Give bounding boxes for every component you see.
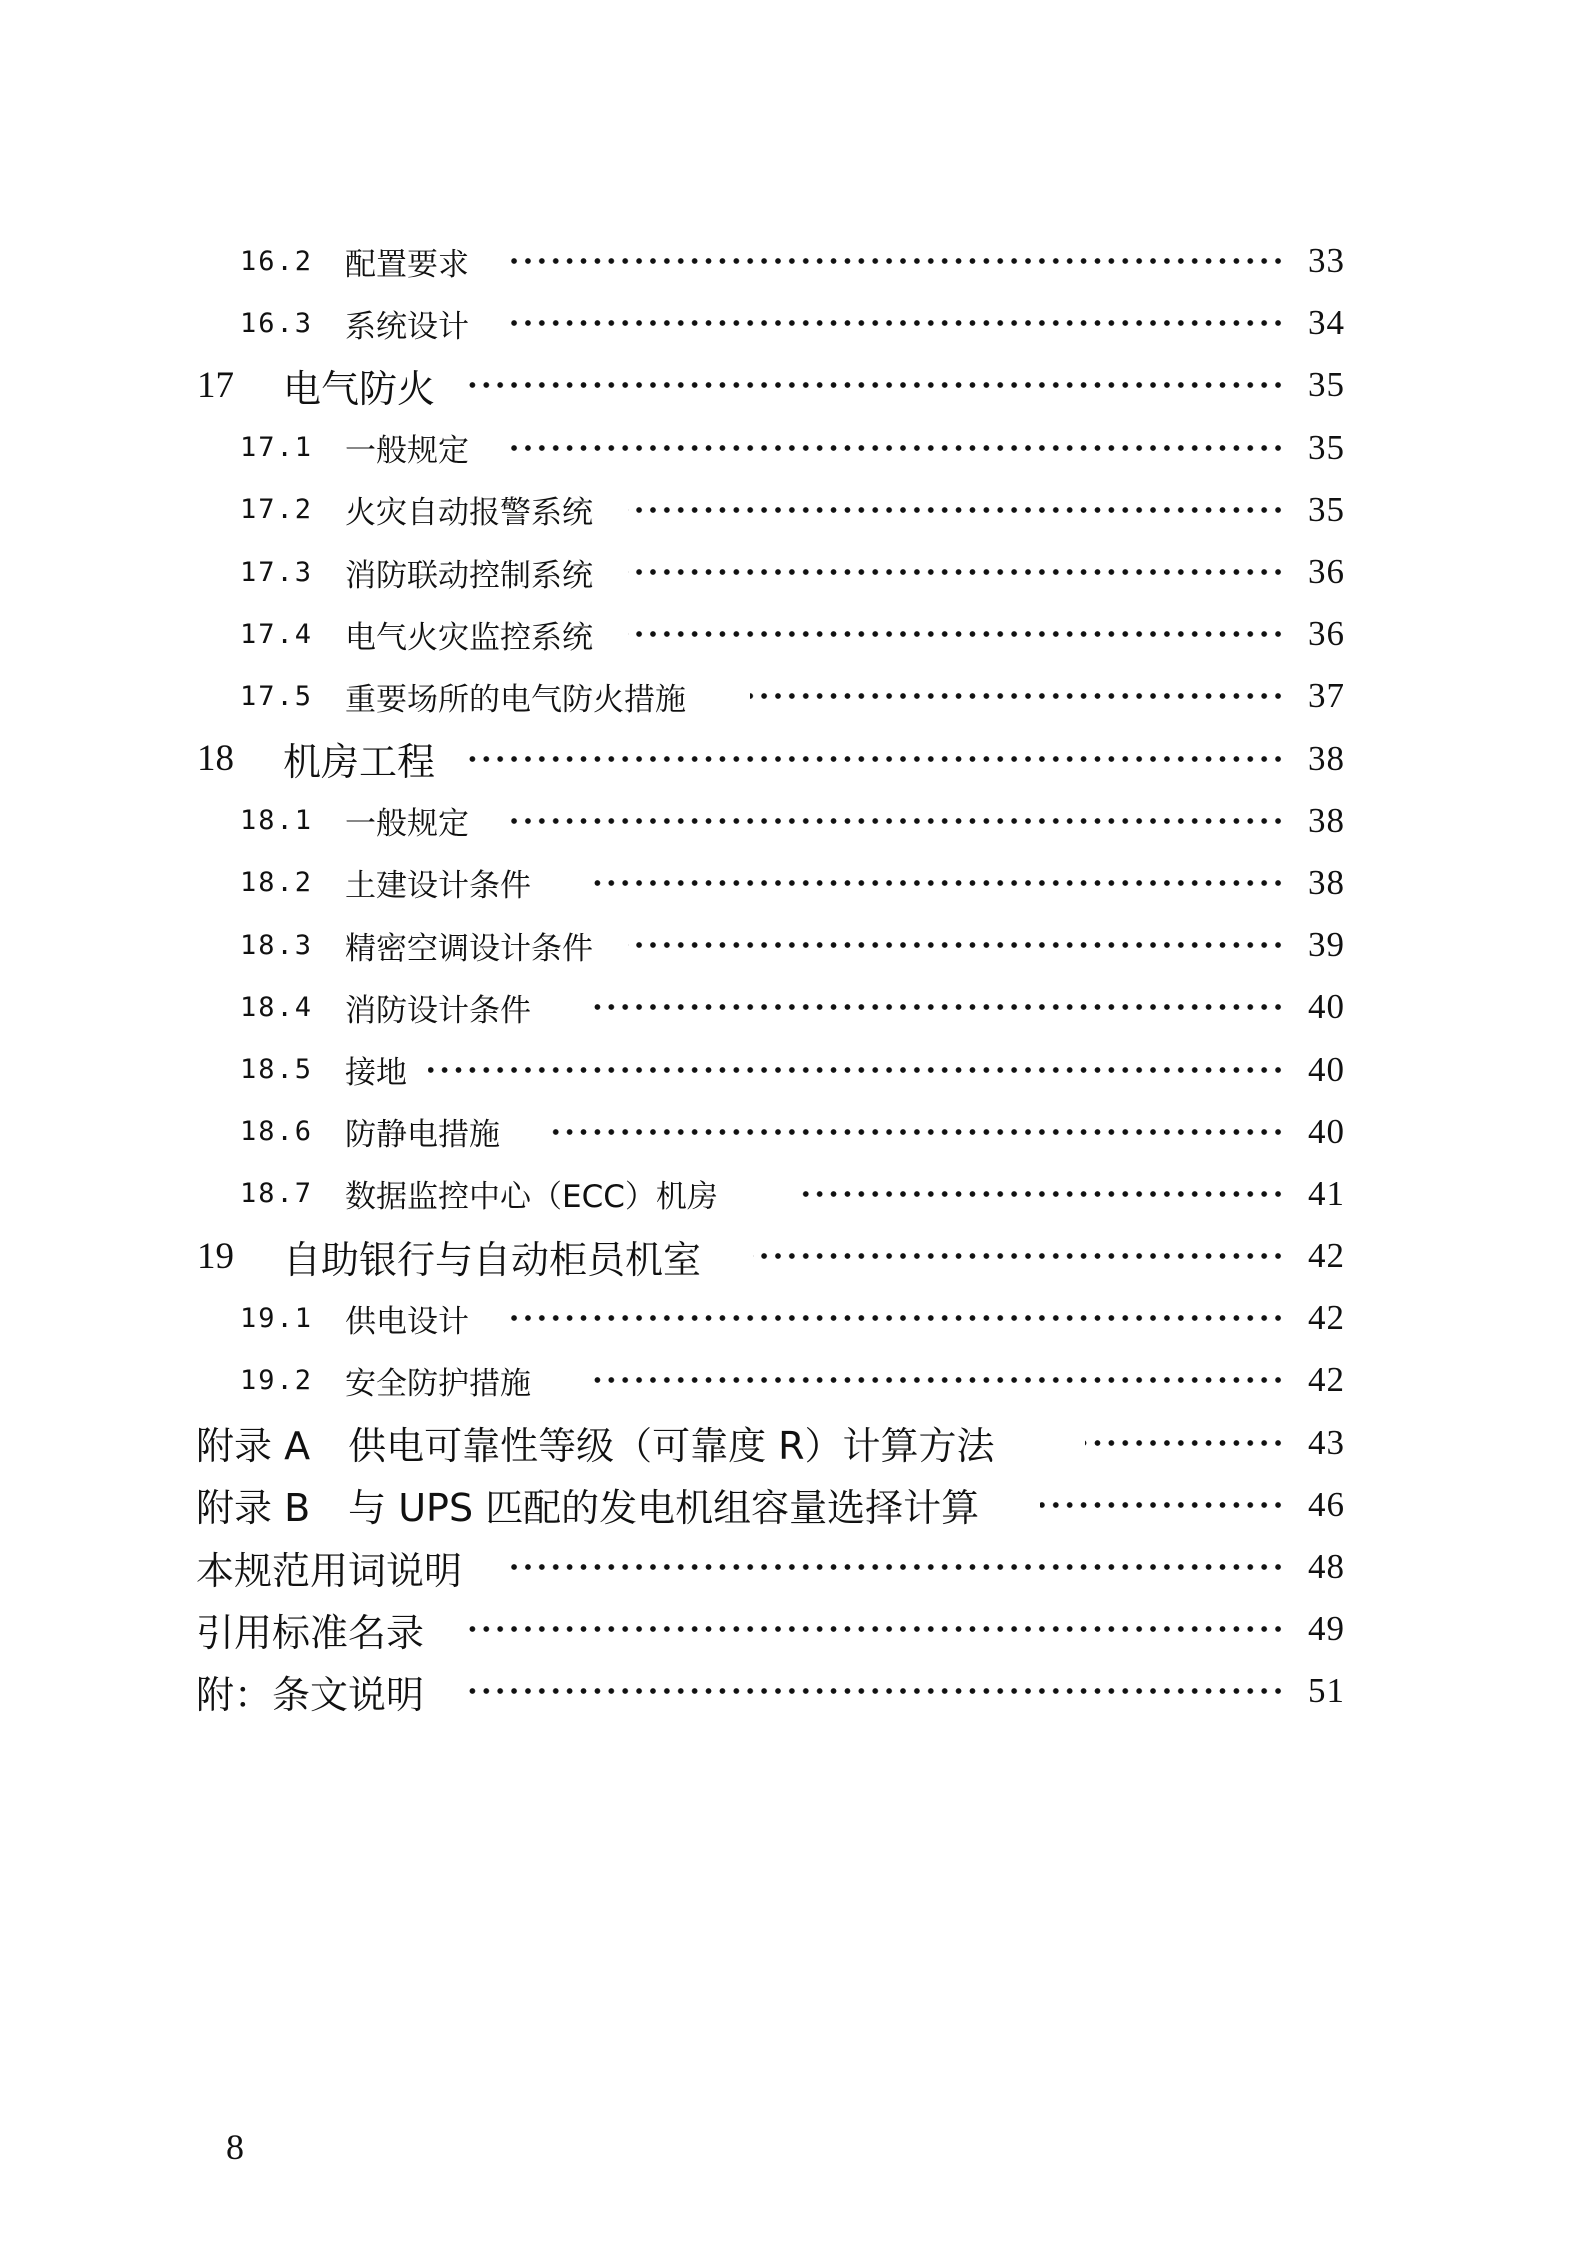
- toc-entry-19-2[interactable]: [0, 1349, 1571, 1411]
- toc-entry-17-1[interactable]: [0, 417, 1571, 479]
- dot-leader: [468, 380, 1285, 390]
- toc-entry-page: 35: [1308, 365, 1345, 405]
- dot-leader: [550, 1127, 1285, 1137]
- toc-entry-page: 33: [1308, 241, 1345, 281]
- toc-entry-page: 42: [1308, 1298, 1345, 1338]
- toc-entry-title: 重要场所的电气防火措施: [345, 681, 686, 718]
- toc-entry-title: 附录 B 与 UPS 匹配的发电机组容量选择计算: [196, 1486, 980, 1531]
- toc-entry-number: 18.5: [240, 1054, 314, 1086]
- toc-entry-page: 42: [1308, 1360, 1345, 1400]
- toc-entry-page: 40: [1308, 987, 1345, 1027]
- dot-leader: [628, 505, 1285, 515]
- toc-entry-page: 38: [1308, 738, 1345, 778]
- toc-entry-number: 17.5: [240, 680, 314, 712]
- table-of-contents: [0, 230, 1571, 1723]
- toc-entry-page: 42: [1308, 1236, 1345, 1276]
- toc-entry-page: 35: [1308, 427, 1345, 467]
- dot-leader: [468, 1686, 1285, 1696]
- toc-entry-18-2[interactable]: [0, 852, 1571, 914]
- dot-leader: [750, 691, 1285, 701]
- toc-entry-18-7[interactable]: [0, 1163, 1571, 1225]
- toc-entry-page: 43: [1308, 1422, 1345, 1462]
- toc-entry-page: 51: [1308, 1671, 1345, 1711]
- toc-entry-title: 火灾自动报警系统: [345, 495, 593, 532]
- toc-entry-title: 系统设计: [345, 308, 469, 345]
- dot-leader: [508, 1313, 1285, 1323]
- toc-entry-16-3[interactable]: [0, 292, 1571, 354]
- dot-leader: [590, 1375, 1285, 1385]
- toc-entry-number: 19: [197, 1235, 234, 1277]
- toc-entry-number: 16.2: [240, 245, 314, 277]
- toc-entry-number: 17: [197, 364, 234, 406]
- toc-entry-number: 16.3: [240, 307, 314, 339]
- toc-entry-number: 18.7: [240, 1178, 314, 1210]
- toc-entry-number: 17.4: [240, 618, 314, 650]
- dot-leader: [508, 256, 1285, 266]
- toc-entry-title: 自助银行与自动柜员机室: [283, 1237, 702, 1282]
- toc-entry-18-6[interactable]: [0, 1101, 1571, 1163]
- toc-entry-referenced-standards[interactable]: [0, 1598, 1571, 1660]
- toc-entry-title: 安全防护措施: [345, 1365, 531, 1402]
- dot-leader: [590, 1002, 1285, 1012]
- toc-entry-title: 电气防火: [283, 366, 436, 411]
- dot-leader: [508, 443, 1285, 453]
- dot-leader: [508, 318, 1285, 328]
- toc-entry-title: 土建设计条件: [345, 868, 531, 905]
- toc-entry-number: 18.2: [240, 867, 314, 899]
- toc-entry-17[interactable]: [0, 354, 1571, 416]
- toc-entry-title: 消防联动控制系统: [345, 557, 593, 594]
- toc-entry-17-2[interactable]: [0, 479, 1571, 541]
- toc-entry-page: 36: [1308, 552, 1345, 592]
- toc-entry-page: 41: [1308, 1173, 1345, 1213]
- dot-leader: [1085, 1438, 1285, 1448]
- toc-entry-page: 40: [1308, 1049, 1345, 1089]
- toc-entry-18-1[interactable]: [0, 790, 1571, 852]
- toc-entry-page: 46: [1308, 1484, 1345, 1524]
- dot-leader: [428, 1065, 1285, 1075]
- dot-leader: [628, 567, 1285, 577]
- toc-entry-19[interactable]: [0, 1225, 1571, 1287]
- dot-leader: [628, 940, 1285, 950]
- toc-entry-18[interactable]: [0, 728, 1571, 790]
- toc-entry-page: 39: [1308, 925, 1345, 965]
- toc-entry-title: 本规范用词说明: [196, 1548, 463, 1593]
- toc-entry-page: 38: [1308, 800, 1345, 840]
- toc-entry-title: 附录 A 供电可靠性等级（可靠度 R）计算方法: [196, 1424, 995, 1469]
- toc-entry-clause-explanation[interactable]: [0, 1660, 1571, 1722]
- toc-entry-page: 36: [1308, 614, 1345, 654]
- toc-entry-page: 34: [1308, 303, 1345, 343]
- toc-entry-number: 18.1: [240, 805, 314, 837]
- dot-leader: [508, 816, 1285, 826]
- toc-entry-title: 附：条文说明: [196, 1672, 425, 1717]
- dot-leader: [795, 1189, 1285, 1199]
- toc-entry-page: 49: [1308, 1609, 1345, 1649]
- toc-entry-number: 19.1: [240, 1302, 314, 1334]
- toc-entry-number: 17.3: [240, 556, 314, 588]
- toc-entry-title: 精密空调设计条件: [345, 930, 593, 967]
- dot-leader: [753, 1251, 1285, 1261]
- toc-entry-17-3[interactable]: [0, 541, 1571, 603]
- dot-leader: [508, 1562, 1285, 1572]
- dot-leader: [468, 1624, 1285, 1634]
- toc-entry-title: 一般规定: [345, 433, 469, 470]
- toc-entry-19-1[interactable]: [0, 1287, 1571, 1349]
- toc-entry-16-2[interactable]: [0, 230, 1571, 292]
- toc-entry-page: 40: [1308, 1111, 1345, 1151]
- toc-entry-17-5[interactable]: [0, 665, 1571, 727]
- dot-leader: [468, 754, 1285, 764]
- toc-entry-number: 17.1: [240, 432, 314, 464]
- toc-entry-title: 一般规定: [345, 806, 469, 843]
- dot-leader: [590, 878, 1285, 888]
- toc-entry-appendix-b[interactable]: [0, 1474, 1571, 1536]
- toc-entry-18-5[interactable]: [0, 1038, 1571, 1100]
- toc-entry-page: 37: [1308, 676, 1345, 716]
- toc-entry-18-3[interactable]: [0, 914, 1571, 976]
- toc-entry-title: 数据监控中心（ECC）机房: [345, 1179, 718, 1216]
- toc-entry-number: 18.6: [240, 1116, 314, 1148]
- page-number: 8: [226, 2127, 244, 2167]
- toc-entry-18-4[interactable]: [0, 976, 1571, 1038]
- toc-entry-title: 接地: [345, 1055, 407, 1092]
- toc-entry-title: 消防设计条件: [345, 992, 531, 1029]
- toc-entry-17-4[interactable]: [0, 603, 1571, 665]
- toc-entry-page: 38: [1308, 862, 1345, 902]
- toc-entry-number: 18.4: [240, 991, 314, 1023]
- toc-entry-title: 配置要求: [345, 246, 469, 283]
- toc-entry-title: 机房工程: [283, 740, 436, 785]
- toc-entry-title: 防静电措施: [345, 1117, 500, 1154]
- toc-entry-number: 17.2: [240, 494, 314, 526]
- toc-entry-title: 供电设计: [345, 1303, 469, 1340]
- toc-entry-title: 引用标准名录: [196, 1610, 425, 1655]
- toc-entry-number: 19.2: [240, 1364, 314, 1396]
- toc-entry-page: 48: [1308, 1547, 1345, 1587]
- toc-entry-number: 18: [197, 738, 234, 780]
- toc-entry-page: 35: [1308, 489, 1345, 529]
- dot-leader: [1040, 1500, 1285, 1510]
- toc-entry-title: 电气火灾监控系统: [345, 619, 593, 656]
- dot-leader: [628, 629, 1285, 639]
- toc-entry-appendix-a[interactable]: [0, 1412, 1571, 1474]
- toc-entry-wording-explanation[interactable]: [0, 1536, 1571, 1598]
- toc-entry-number: 18.3: [240, 929, 314, 961]
